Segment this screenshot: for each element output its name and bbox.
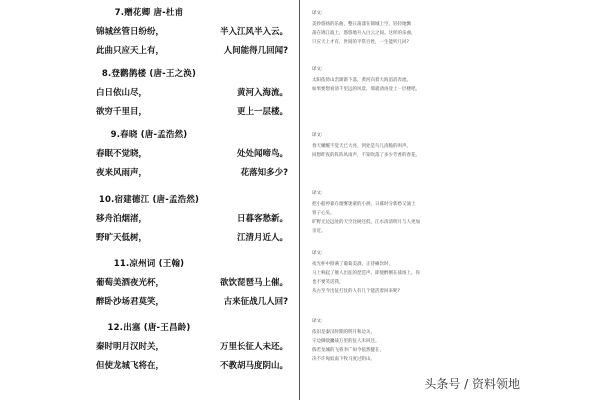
poem-title: 9.春晓 (唐-孟浩然) bbox=[110, 130, 188, 140]
line-half: 花落知多少? bbox=[240, 168, 288, 178]
translation-7 bbox=[312, 10, 592, 47]
translation-line: 太阳依傍山峦渐渐下落，黄河向着大海滔滔奔流。 bbox=[312, 78, 411, 83]
poem-title: 11.凉州词 (王翰) bbox=[113, 259, 185, 269]
line-half: 万里长征人未还。 bbox=[219, 342, 288, 352]
translation-line: 马上响起了催人出征的琵琶声。即使醉倒在战场上，你 bbox=[312, 271, 420, 276]
translation-label: 译文: bbox=[312, 11, 323, 16]
line-half: 春眠不觉晓， bbox=[96, 149, 148, 159]
poem-line bbox=[0, 105, 298, 117]
line-half: 秦时明月汉时关， bbox=[96, 342, 165, 352]
translation-label: 译文: bbox=[312, 133, 323, 138]
translation-line: 守边御敌鏖战万里的征人未回还。 bbox=[312, 339, 380, 344]
line-half: 更上一层楼。 bbox=[236, 107, 288, 117]
poem-line bbox=[0, 276, 298, 288]
line-half: 日暮客愁新。 bbox=[236, 214, 288, 224]
watermark: 头条号 / 资料领地 bbox=[424, 377, 520, 391]
translations-column bbox=[300, 0, 600, 400]
translation-line: 从古至今出征打仗的人有几个能活着回来呢? bbox=[312, 289, 400, 294]
poem-line bbox=[0, 295, 298, 307]
poem-11 bbox=[0, 257, 298, 307]
line-half: 欲饮琵琶马上催。 bbox=[219, 278, 288, 288]
translation-line: 倘若龙城的飞将李广如今依然健在， bbox=[312, 348, 384, 353]
line-half: 不教胡马度阴山。 bbox=[219, 361, 288, 371]
translation-10 bbox=[312, 190, 592, 236]
translation-line: 旷野无边远处的天空比树还低，江水清清明月与人更加 bbox=[312, 220, 420, 225]
poem-line bbox=[0, 86, 298, 98]
translation-label: 译文: bbox=[312, 67, 323, 72]
poem-line bbox=[0, 147, 298, 159]
line-half: 此曲只应天上有， bbox=[96, 46, 165, 56]
line-half: 野旷天低树， bbox=[96, 233, 148, 243]
line-half: 欲穷千里目， bbox=[96, 107, 148, 117]
line-half: 夜来风雨声， bbox=[96, 168, 148, 178]
poem-line bbox=[0, 44, 298, 56]
line-half: 移舟泊烟渚， bbox=[96, 214, 148, 224]
line-half: 人间能得几回闻? bbox=[223, 46, 288, 56]
line-half: 但使龙城飞将在， bbox=[96, 361, 165, 371]
translation-line: 如果要想看清千里远的风景，那就请再登上一层楼吧。 bbox=[312, 87, 420, 92]
translation-label: 译文: bbox=[312, 251, 323, 256]
translation-12 bbox=[312, 318, 592, 364]
translation-line: 夜光杯中斟满了葡萄美酒，正待痛饮时， bbox=[312, 262, 393, 267]
translation-line: 也不要笑话我， bbox=[312, 280, 344, 285]
poem-title: 8.登鹳鹊楼 (唐-王之涣) bbox=[101, 69, 197, 79]
translation-label: 译文: bbox=[312, 319, 323, 324]
translation-line: 决不许匈奴南下牧马度过阴山。 bbox=[312, 357, 375, 362]
poem-line bbox=[0, 25, 298, 37]
translation-line: 荡在锦江波上，悠悠地升入白云之间。这样的乐曲， bbox=[312, 31, 416, 36]
line-half: 醉卧沙场君莫笑， bbox=[96, 297, 165, 307]
poem-8 bbox=[0, 67, 298, 117]
poems-column bbox=[0, 0, 298, 400]
translation-9 bbox=[312, 132, 592, 160]
translation-line: 亲近。 bbox=[312, 229, 326, 234]
poem-line bbox=[0, 231, 298, 243]
poem-9 bbox=[0, 128, 298, 178]
translation-label: 译文: bbox=[312, 191, 323, 196]
line-half: 锦城丝管日纷纷， bbox=[96, 27, 165, 37]
poem-7 bbox=[0, 6, 298, 56]
translation-line: 只应天上才有，世间的平常百姓，一生能听几回? bbox=[312, 40, 409, 45]
poem-title: 10.宿建德江 (唐-孟浩然) bbox=[98, 195, 200, 205]
translation-11 bbox=[312, 250, 592, 296]
translation-line: 回想昨夜的阵阵风雨声，不知吹落了多少芳香的春花。 bbox=[312, 153, 420, 158]
translation-line: 美妙悠扬的乐曲，整日荡漾在锦城上空，轻轻地飘 bbox=[312, 22, 411, 27]
line-half: 江清月近人。 bbox=[236, 233, 288, 243]
translation-line: 春天睡醒不觉天已大亮，到处是鸟儿清脆的叫声。 bbox=[312, 144, 411, 149]
line-half: 白日依山尽， bbox=[96, 88, 148, 98]
line-half: 处处闻啼鸟。 bbox=[236, 149, 288, 159]
poem-12 bbox=[0, 321, 298, 371]
translation-line: 把小船停靠在烟雾迷蒙的小洲，日暮时分新愁又涌上 bbox=[312, 202, 416, 207]
poem-line bbox=[0, 359, 298, 371]
poem-title: 12.出塞 (唐-王昌龄) bbox=[107, 323, 191, 333]
line-half: 黄河入海流。 bbox=[236, 88, 288, 98]
poem-10 bbox=[0, 193, 298, 243]
poem-title: 7.赠花卿 唐-杜甫 bbox=[114, 8, 184, 18]
translation-8 bbox=[312, 66, 592, 94]
poem-line bbox=[0, 212, 298, 224]
poem-line bbox=[0, 166, 298, 178]
translation-line: 依旧是秦汉时期的明月和边关， bbox=[312, 330, 375, 335]
poem-line bbox=[0, 340, 298, 352]
translation-line: 客子心头。 bbox=[312, 211, 335, 216]
line-half: 古来征战几人回? bbox=[223, 297, 288, 307]
line-half: 半入江风半入云。 bbox=[219, 27, 288, 37]
line-half: 葡萄美酒夜光杯， bbox=[96, 278, 165, 288]
